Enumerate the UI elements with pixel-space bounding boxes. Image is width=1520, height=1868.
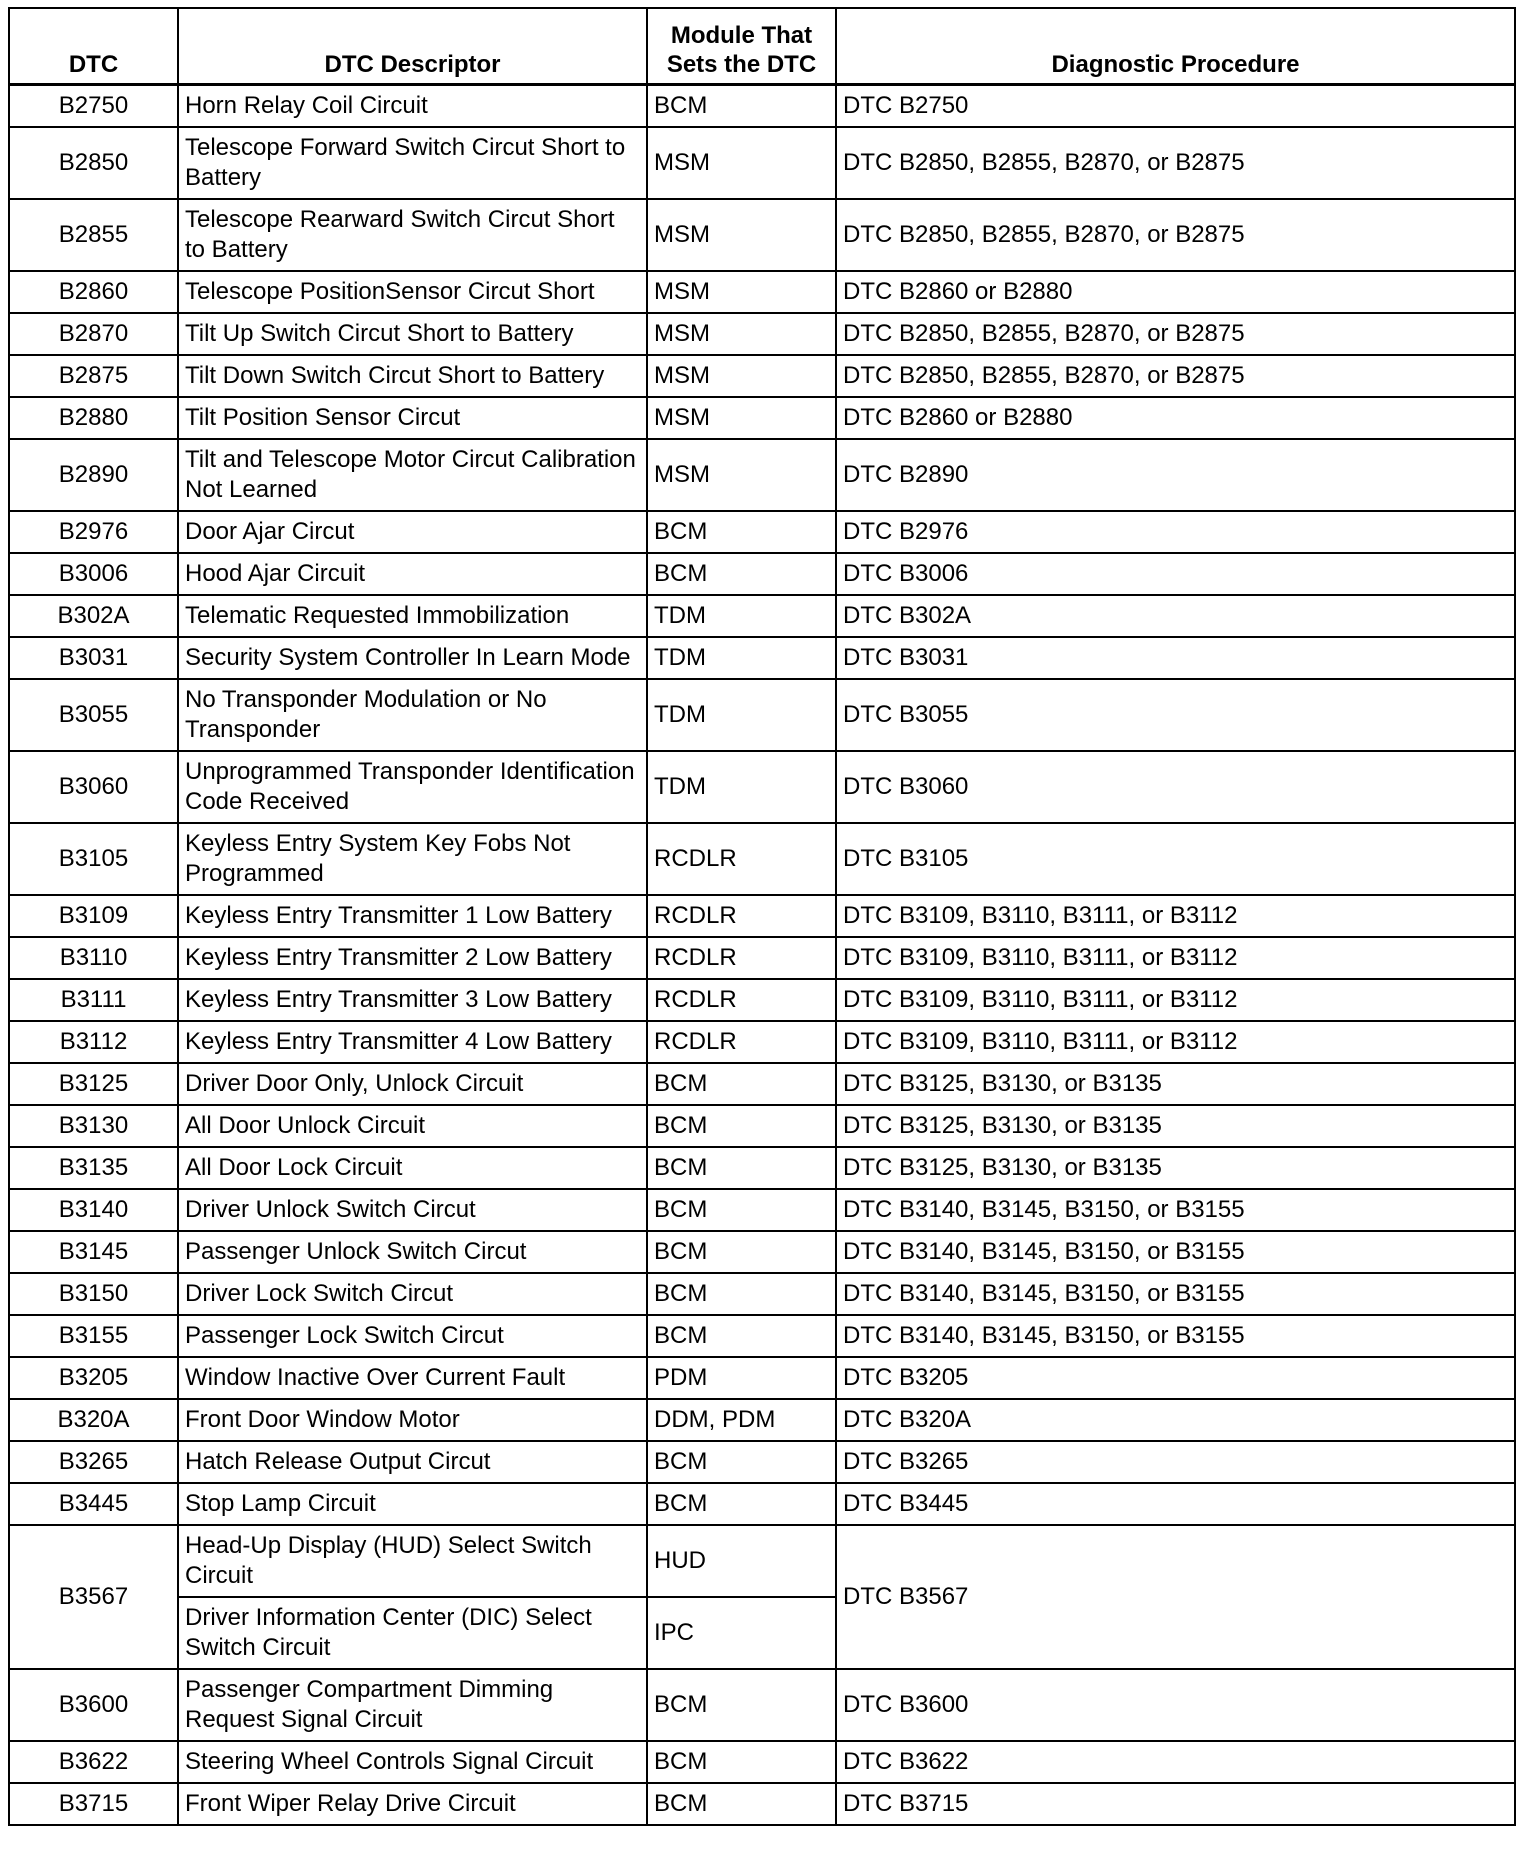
dtc-descriptor-cell: Tilt Down Switch Circut Short to Battery (178, 355, 647, 397)
dtc-code-cell: B3600 (9, 1669, 178, 1741)
dtc-descriptor-cell: All Door Unlock Circuit (178, 1105, 647, 1147)
dtc-descriptor-cell: Passenger Compartment Dimming Request Signal Circuit (178, 1669, 647, 1741)
dtc-code-cell: B3140 (9, 1189, 178, 1231)
dtc-descriptor-cell: Hatch Release Output Circut (178, 1441, 647, 1483)
dtc-code-cell: B3031 (9, 637, 178, 679)
dtc-code-cell: B320A (9, 1399, 178, 1441)
dtc-descriptor-cell: Window Inactive Over Current Fault (178, 1357, 647, 1399)
procedure-cell: DTC B3140, B3145, B3150, or B3155 (836, 1315, 1515, 1357)
module-cell: MSM (647, 313, 836, 355)
procedure-cell: DTC B2750 (836, 85, 1515, 127)
module-cell: IPC (647, 1597, 836, 1669)
dtc-descriptor-cell: Horn Relay Coil Circuit (178, 85, 647, 127)
table-row (9, 1741, 1515, 1783)
dtc-descriptor-cell: Tilt and Telescope Motor Circut Calibration Not Learned (178, 439, 647, 511)
procedure-cell: DTC B3109, B3110, B3111, or B3112 (836, 979, 1515, 1021)
table-row (9, 1525, 1515, 1597)
module-cell: MSM (647, 199, 836, 271)
table-row (9, 1783, 1515, 1825)
dtc-descriptor-cell: Driver Door Only, Unlock Circuit (178, 1063, 647, 1105)
procedure-cell: DTC B3205 (836, 1357, 1515, 1399)
table-row (9, 553, 1515, 595)
module-cell: RCDLR (647, 979, 836, 1021)
table-row (9, 679, 1515, 751)
module-cell: RCDLR (647, 937, 836, 979)
dtc-code-cell: B3622 (9, 1741, 178, 1783)
procedure-cell: DTC B3060 (836, 751, 1515, 823)
module-cell: BCM (647, 1189, 836, 1231)
module-cell: BCM (647, 1063, 836, 1105)
dtc-code-cell: B3060 (9, 751, 178, 823)
procedure-cell: DTC B2860 or B2880 (836, 397, 1515, 439)
table-row (9, 1021, 1515, 1063)
dtc-code-cell: B2890 (9, 439, 178, 511)
module-cell: MSM (647, 439, 836, 511)
procedure-cell: DTC B3567 (836, 1525, 1515, 1669)
procedure-cell: DTC B3445 (836, 1483, 1515, 1525)
dtc-code-cell: B3006 (9, 553, 178, 595)
table-row (9, 1315, 1515, 1357)
module-cell: DDM, PDM (647, 1399, 836, 1441)
dtc-code-cell: B2855 (9, 199, 178, 271)
table-row (9, 1063, 1515, 1105)
dtc-descriptor-cell: Door Ajar Circut (178, 511, 647, 553)
header-module: Module That Sets the DTC (647, 8, 836, 85)
dtc-descriptor-cell: Driver Information Center (DIC) Select Switch Circuit (178, 1597, 647, 1669)
dtc-descriptor-cell: Passenger Lock Switch Circut (178, 1315, 647, 1357)
procedure-cell: DTC B3109, B3110, B3111, or B3112 (836, 1021, 1515, 1063)
dtc-descriptor-cell: Tilt Position Sensor Circut (178, 397, 647, 439)
procedure-cell: DTC B3140, B3145, B3150, or B3155 (836, 1273, 1515, 1315)
module-cell: BCM (647, 1315, 836, 1357)
module-cell: PDM (647, 1357, 836, 1399)
procedure-cell: DTC B2860 or B2880 (836, 271, 1515, 313)
module-cell: BCM (647, 1741, 836, 1783)
dtc-descriptor-cell: Keyless Entry Transmitter 1 Low Battery (178, 895, 647, 937)
module-cell: HUD (647, 1525, 836, 1597)
dtc-code-cell: B3125 (9, 1063, 178, 1105)
procedure-cell: DTC B3125, B3130, or B3135 (836, 1063, 1515, 1105)
procedure-cell: DTC B3140, B3145, B3150, or B3155 (836, 1189, 1515, 1231)
table-row (9, 1441, 1515, 1483)
module-cell: RCDLR (647, 823, 836, 895)
header-descriptor: DTC Descriptor (178, 8, 647, 85)
table-row (9, 1273, 1515, 1315)
dtc-descriptor-cell: Front Wiper Relay Drive Circuit (178, 1783, 647, 1825)
table-row (9, 895, 1515, 937)
dtc-code-cell: B2750 (9, 85, 178, 127)
module-cell: TDM (647, 595, 836, 637)
procedure-cell: DTC B302A (836, 595, 1515, 637)
table-row (9, 1105, 1515, 1147)
table-row (9, 355, 1515, 397)
dtc-code-cell: B2860 (9, 271, 178, 313)
dtc-code-cell: B3130 (9, 1105, 178, 1147)
table-body (9, 85, 1515, 1825)
table-row (9, 1231, 1515, 1273)
dtc-code-cell: B3110 (9, 937, 178, 979)
table-row (9, 1483, 1515, 1525)
procedure-cell: DTC B2850, B2855, B2870, or B2875 (836, 355, 1515, 397)
table-row (9, 1189, 1515, 1231)
module-cell: RCDLR (647, 895, 836, 937)
table-row (9, 595, 1515, 637)
dtc-code-cell: B2880 (9, 397, 178, 439)
procedure-cell: DTC B3140, B3145, B3150, or B3155 (836, 1231, 1515, 1273)
procedure-cell: DTC B3715 (836, 1783, 1515, 1825)
dtc-code-cell: B3445 (9, 1483, 178, 1525)
module-cell: MSM (647, 127, 836, 199)
dtc-code-cell: B3145 (9, 1231, 178, 1273)
dtc-descriptor-cell: Security System Controller In Learn Mode (178, 637, 647, 679)
dtc-descriptor-cell: Keyless Entry Transmitter 4 Low Battery (178, 1021, 647, 1063)
table-row (9, 1147, 1515, 1189)
dtc-code-cell: B2976 (9, 511, 178, 553)
table-row (9, 937, 1515, 979)
table-row (9, 127, 1515, 199)
procedure-cell: DTC B3265 (836, 1441, 1515, 1483)
module-cell: MSM (647, 355, 836, 397)
table-row (9, 823, 1515, 895)
dtc-descriptor-cell: Telematic Requested Immobilization (178, 595, 647, 637)
dtc-descriptor-cell: Keyless Entry Transmitter 2 Low Battery (178, 937, 647, 979)
header-procedure: Diagnostic Procedure (836, 8, 1515, 85)
dtc-descriptor-cell: Hood Ajar Circuit (178, 553, 647, 595)
table-row (9, 199, 1515, 271)
dtc-descriptor-cell: Telescope Rearward Switch Circut Short to Battery (178, 199, 647, 271)
module-cell: TDM (647, 637, 836, 679)
procedure-cell: DTC B3109, B3110, B3111, or B3112 (836, 895, 1515, 937)
dtc-descriptor-cell: Front Door Window Motor (178, 1399, 647, 1441)
dtc-code-cell: B3205 (9, 1357, 178, 1399)
table-row (9, 313, 1515, 355)
dtc-code-cell: B3155 (9, 1315, 178, 1357)
module-cell: TDM (647, 751, 836, 823)
module-cell: BCM (647, 1483, 836, 1525)
module-cell: BCM (647, 1783, 836, 1825)
table-row (9, 1669, 1515, 1741)
dtc-code-cell: B3055 (9, 679, 178, 751)
procedure-cell: DTC B3105 (836, 823, 1515, 895)
dtc-code-cell: B3567 (9, 1525, 178, 1669)
dtc-descriptor-cell: Tilt Up Switch Circut Short to Battery (178, 313, 647, 355)
procedure-cell: DTC B3031 (836, 637, 1515, 679)
procedure-cell: DTC B320A (836, 1399, 1515, 1441)
table-row (9, 511, 1515, 553)
procedure-cell: DTC B3109, B3110, B3111, or B3112 (836, 937, 1515, 979)
table-row (9, 1399, 1515, 1441)
header-dtc: DTC (9, 8, 178, 85)
dtc-table (8, 7, 1516, 1826)
module-cell: BCM (647, 1105, 836, 1147)
module-cell: RCDLR (647, 1021, 836, 1063)
table-row (9, 271, 1515, 313)
dtc-descriptor-cell: Steering Wheel Controls Signal Circuit (178, 1741, 647, 1783)
procedure-cell: DTC B2850, B2855, B2870, or B2875 (836, 313, 1515, 355)
table-row (9, 439, 1515, 511)
dtc-descriptor-cell: Passenger Unlock Switch Circut (178, 1231, 647, 1273)
dtc-descriptor-cell: All Door Lock Circuit (178, 1147, 647, 1189)
dtc-code-cell: B3265 (9, 1441, 178, 1483)
procedure-cell: DTC B3622 (836, 1741, 1515, 1783)
dtc-descriptor-cell: Driver Lock Switch Circut (178, 1273, 647, 1315)
dtc-code-cell: B3715 (9, 1783, 178, 1825)
dtc-descriptor-cell: Stop Lamp Circuit (178, 1483, 647, 1525)
procedure-cell: DTC B3125, B3130, or B3135 (836, 1105, 1515, 1147)
table-row (9, 85, 1515, 127)
procedure-cell: DTC B2890 (836, 439, 1515, 511)
procedure-cell: DTC B3006 (836, 553, 1515, 595)
dtc-descriptor-cell: Keyless Entry System Key Fobs Not Programmed (178, 823, 647, 895)
module-cell: BCM (647, 1441, 836, 1483)
dtc-descriptor-cell: Keyless Entry Transmitter 3 Low Battery (178, 979, 647, 1021)
module-cell: MSM (647, 397, 836, 439)
dtc-descriptor-cell: Head-Up Display (HUD) Select Switch Circuit (178, 1525, 647, 1597)
dtc-code-cell: B3150 (9, 1273, 178, 1315)
module-cell: BCM (647, 1147, 836, 1189)
table-row (9, 637, 1515, 679)
procedure-cell: DTC B2850, B2855, B2870, or B2875 (836, 127, 1515, 199)
table-row (9, 397, 1515, 439)
dtc-code-cell: B2875 (9, 355, 178, 397)
module-cell: BCM (647, 1273, 836, 1315)
dtc-code-cell: B3109 (9, 895, 178, 937)
procedure-cell: DTC B2976 (836, 511, 1515, 553)
procedure-cell: DTC B2850, B2855, B2870, or B2875 (836, 199, 1515, 271)
module-cell: BCM (647, 511, 836, 553)
procedure-cell: DTC B3055 (836, 679, 1515, 751)
dtc-code-cell: B3105 (9, 823, 178, 895)
module-cell: TDM (647, 679, 836, 751)
dtc-code-cell: B2870 (9, 313, 178, 355)
procedure-cell: DTC B3125, B3130, or B3135 (836, 1147, 1515, 1189)
dtc-descriptor-cell: Telescope Forward Switch Circut Short to Battery (178, 127, 647, 199)
dtc-descriptor-cell: Driver Unlock Switch Circut (178, 1189, 647, 1231)
dtc-descriptor-cell: No Transponder Modulation or No Transponder (178, 679, 647, 751)
dtc-code-cell: B302A (9, 595, 178, 637)
procedure-cell: DTC B3600 (836, 1669, 1515, 1741)
dtc-code-cell: B3112 (9, 1021, 178, 1063)
module-cell: MSM (647, 271, 836, 313)
module-cell: BCM (647, 553, 836, 595)
module-cell: BCM (647, 85, 836, 127)
dtc-descriptor-cell: Unprogrammed Transponder Identification Code Received (178, 751, 647, 823)
module-cell: BCM (647, 1231, 836, 1273)
table-row (9, 1357, 1515, 1399)
dtc-code-cell: B3111 (9, 979, 178, 1021)
module-cell: BCM (647, 1669, 836, 1741)
table-row (9, 979, 1515, 1021)
dtc-code-cell: B2850 (9, 127, 178, 199)
table-header (9, 8, 1515, 85)
table-row (9, 751, 1515, 823)
dtc-code-cell: B3135 (9, 1147, 178, 1189)
dtc-descriptor-cell: Telescope PositionSensor Circut Short (178, 271, 647, 313)
